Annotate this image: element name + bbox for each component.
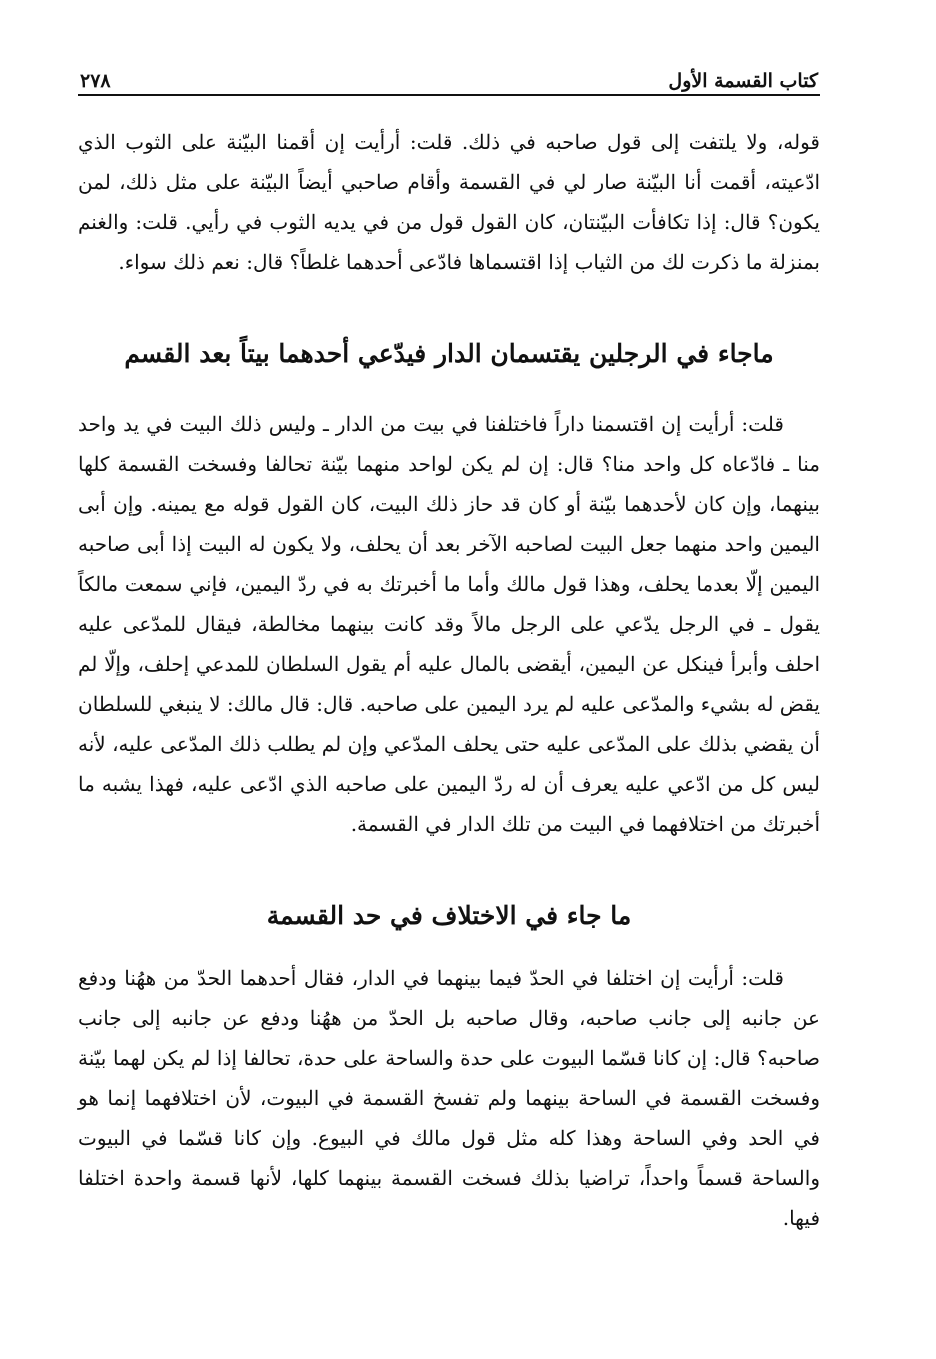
intro-paragraph: قوله، ولا يلتفت إلى قول صاحبه في ذلك. قلت: أرأيت إن أقمنا البيّنة على الثوب الذي ادّعيته، أقمت أنا البيّنة صار لي في القسمة وأقام صاحبي أيضاً البيّنة على مثل ذلك، لمن يكون؟ قال: إذا تكافأت البيّنتان، كان القول قول من في يديه الثوب في رأيي. قلت: والغنم بمنزلة ما ذكرت لك من الثياب إذا اقتسماها فادّعى أحدهما غلطاً؟ قال: نعم ذلك سواء. xyxy=(78,130,820,274)
section-heading-division-of-house: ماجاء في الرجلين يقتسمان الدار فيدّعي أحدهما بيتاً بعد القسم xyxy=(124,339,774,368)
running-header xyxy=(78,58,820,96)
page-number: ٢٧٨ xyxy=(80,70,111,92)
book-title: كتاب القسمة الأول xyxy=(668,70,818,92)
section-one-paragraph: قلت: أرأيت إن اقتسمنا داراً فاختلفنا في بيت من الدار ـ وليس ذلك البيت في يد واحد منا ـ فادّعاه كل واحد منا؟ قال: إن لم يكن لواحد منهما بيّنة تحالفا وفسخت القسمة كلها بينهما، وإن كان لأحدهما بيّنة أو كان قد حاز ذلك البيت، كان القول قوله مع يمينه. وإن أبى اليمين واحد منهما جعل البيت لصاحبه الآخر بعد أن يحلف، ولا يكون له البيت إذا أبى صاحبه اليمين إلّا بعدما يحلف، وهذا قول مالك وأما ما أخبرتك به في ردّ اليمين، فإني سمعت مالكاً يقول ـ في الرجل يدّعي على الرجل مالاً وقد كانت بينهما مخالطة، فيقال للمدّعى عليه احلف وأبرأ فينكل عن اليمين، أيقضى بالمال عليه أم يقول السلطان للمدعي إحلف، وإلّا لم يقض له بشيء والمدّعى عليه لم يرد اليمين على صاحبه. قال: قال مالك: لا ينبغي للسلطان أن يقضي بذلك على المدّعى عليه حتى يحلف المدّعي وإن لم يطلب ذلك المدّعى عليه، لأنه ليس كل من ادّعي عليه يعرف أن له ردّ اليمين على صاحبه الذي ادّعى عليه، فهذا يشبه ما أخبرتك من اختلافهما في البيت من تلك الدار في القسمة. xyxy=(78,412,820,836)
section-heading-boundary-dispute: ما جاء في الاختلاف في حد القسمة xyxy=(266,901,632,930)
book-page xyxy=(78,58,820,1308)
section-two-paragraph: قلت: أرأيت إن اختلفا في الحدّ فيما بينهما في الدار، فقال أحدهما الحدّ من ههُنا ودفع عن جانبه إلى جانب صاحبه، وقال صاحبه بل الحدّ من ههُنا ودفع عن جانبه إلى جانب صاحبه؟ قال: إن كانا قسّما البيوت على حدة والساحة على حدة، تحالفا إذا لم يكن لهما بيّنة وفسخت القسمة في الساحة بينهما ولم تفسخ القسمة في البيوت، لأن اختلافهما إنما هو في الحد وفي الساحة وهذا كله مثل قول مالك في البيوع. وإن كانا قسّما في البيوت والساحة قسماً واحداً، تراضيا بذلك فسخت القسمة بينهما كلها، لأنها قسمة واحدة اختلفا فيها. xyxy=(78,966,820,1230)
